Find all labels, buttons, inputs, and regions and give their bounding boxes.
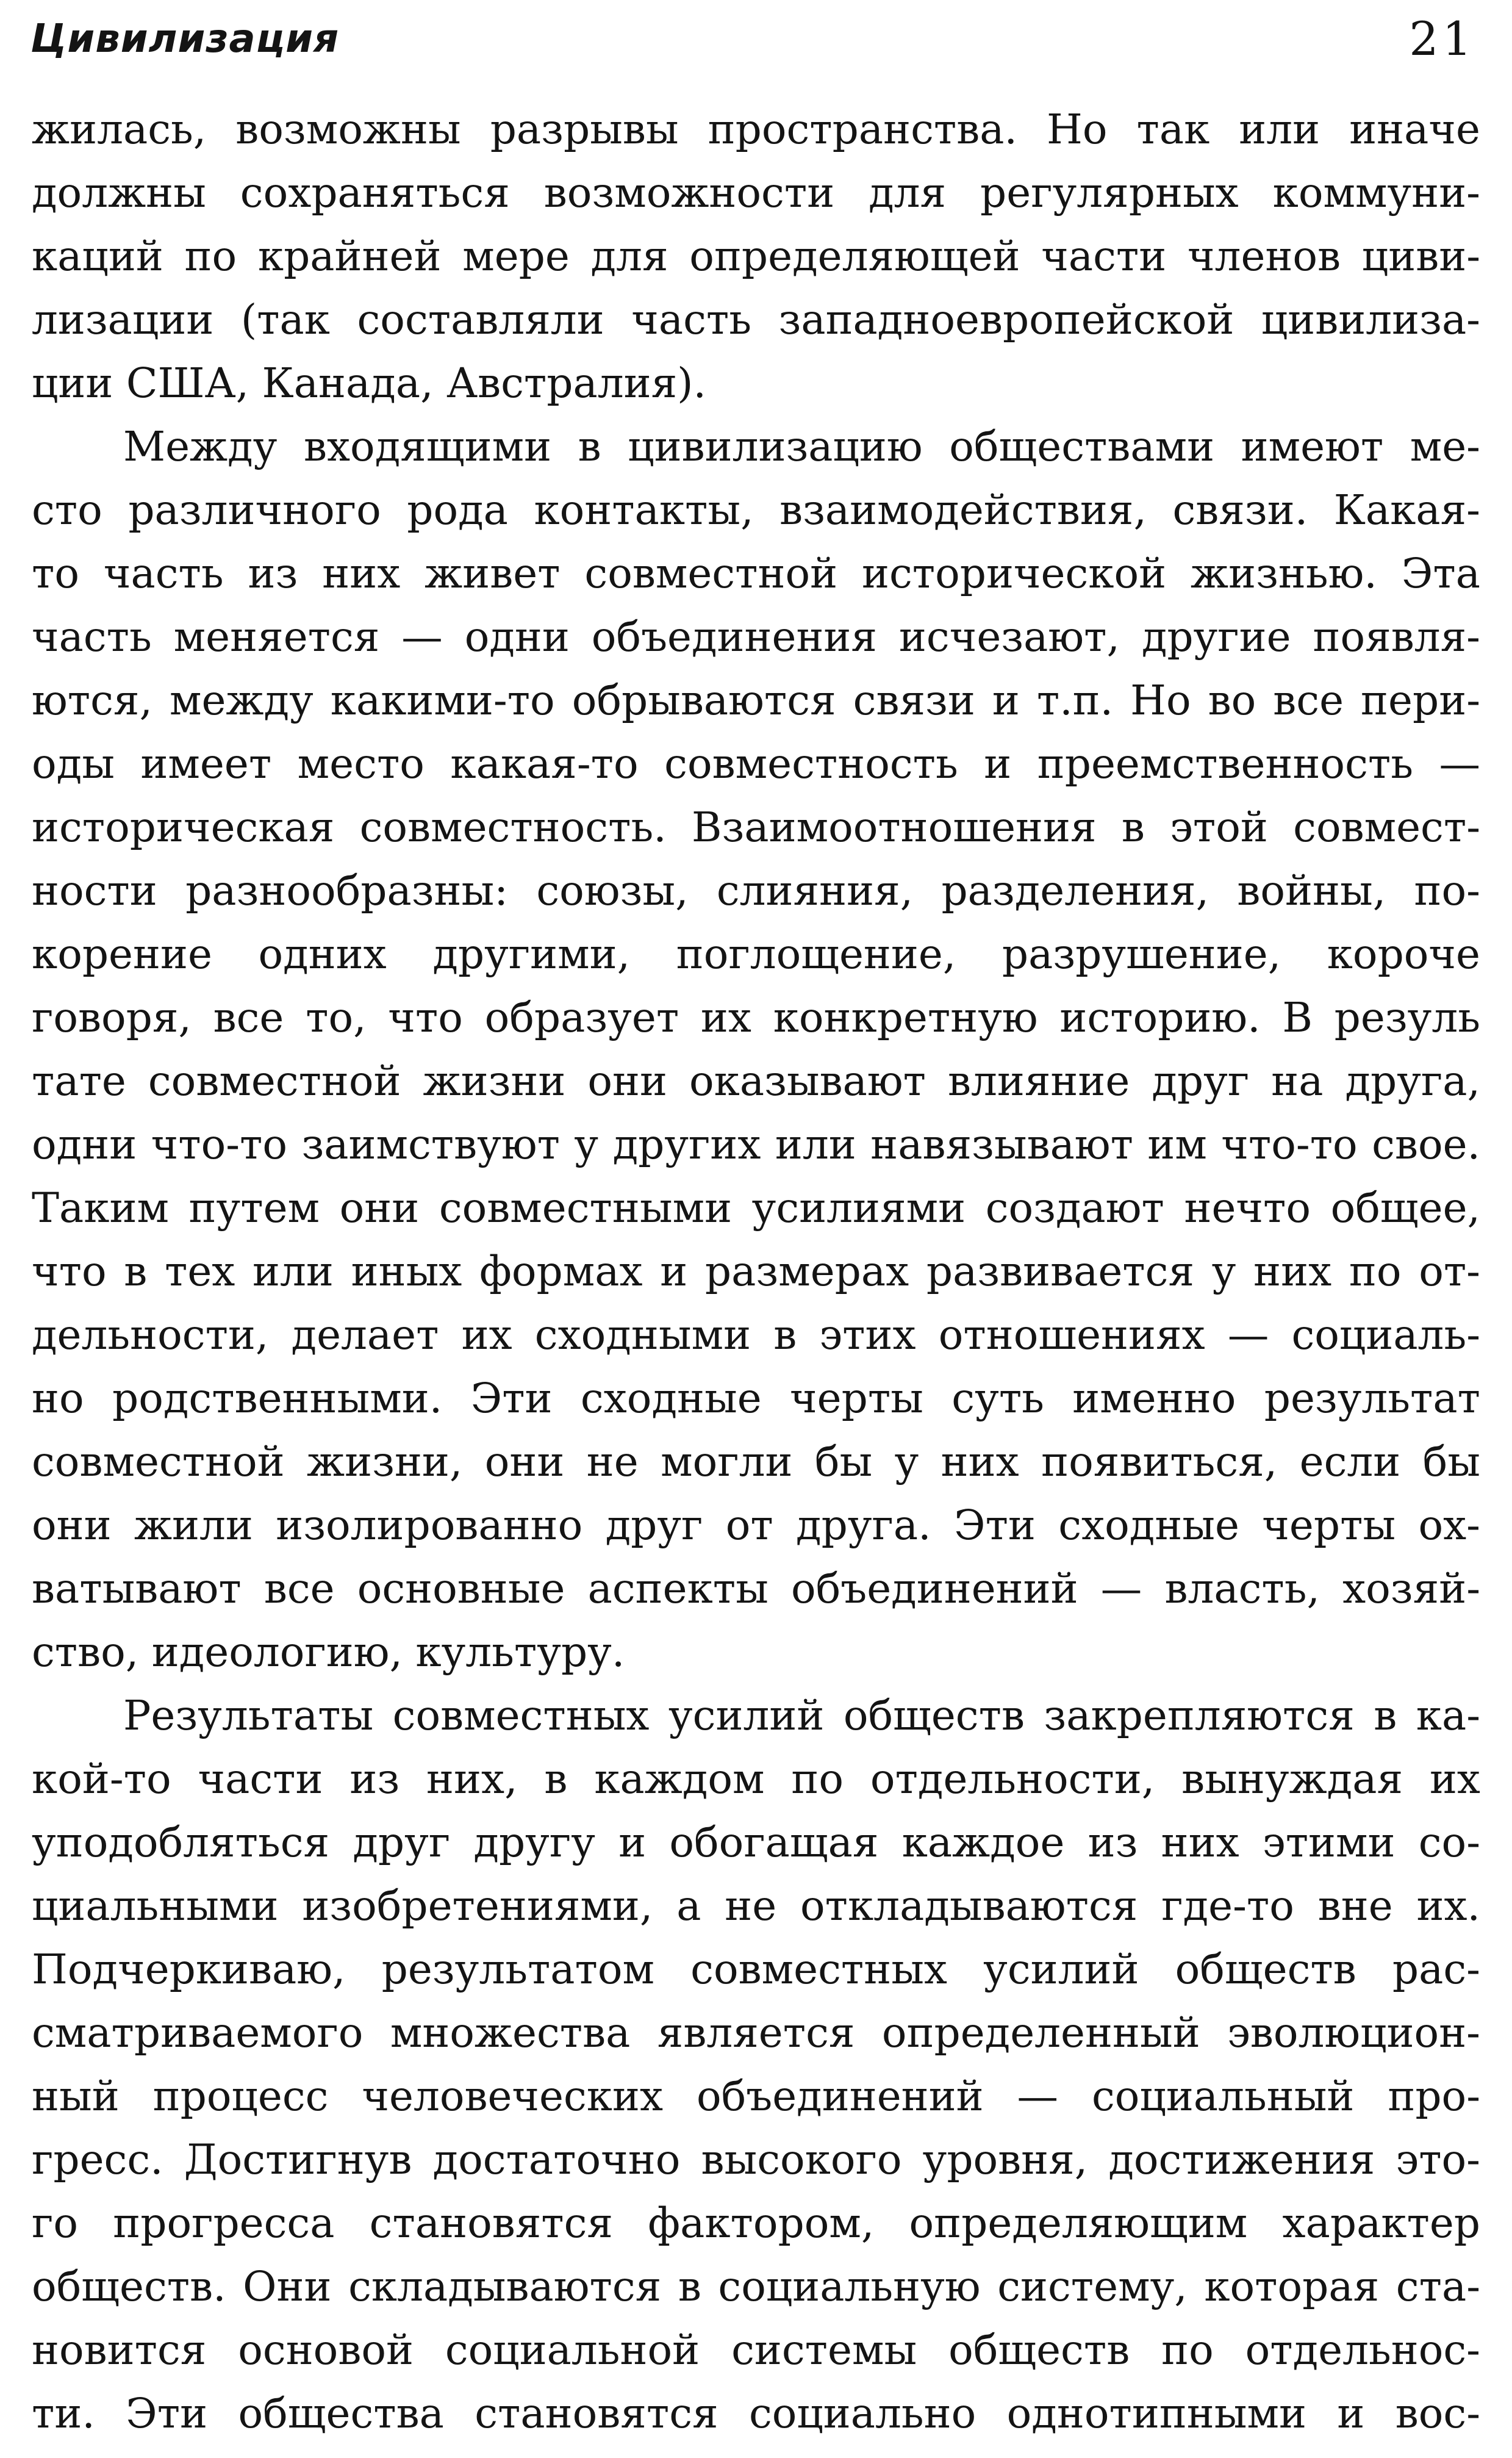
section-title: Цивилизация [30,16,340,62]
text-line: совместной жизни, они не могли бы у них появиться, если бы [32,1437,1480,1486]
page-number: 21 [1409,12,1475,66]
text-line: жилась, возможны разрывы пространства. Но так или иначе [32,105,1480,153]
text-line: тате совместной жизни они оказывают влияние друг на друга, [32,1057,1480,1105]
text-line: новится основой социальной системы обществ по отдельнос- [32,2326,1480,2374]
text-body [32,98,1480,2445]
text-line: оды имеет место какая-то совместность и преемственность — [32,739,1480,788]
text-line: что в тех или иных формах и размерах развивается у них по от- [32,1247,1480,1295]
text-line: ции США, Канада, Австралия). [32,359,706,407]
paragraph-3 [32,1684,1480,2445]
text-line: корение одних другими, поглощение, разрушение, короче [32,930,1480,978]
text-line: одни что-то заимствуют у других или навязывают им что-то свое. [32,1120,1480,1168]
running-head [30,9,1475,76]
text-line: Таким путем они совместными усилиями создают нечто общее, [32,1184,1480,1232]
paragraph-2 [32,415,1480,1684]
text-line: ются, между какими-то обрываются связи и т.п. Но во все пери- [32,676,1480,724]
text-line: каций по крайней мере для определяющей части членов циви- [32,232,1480,280]
text-line: кой-то части из них, в каждом по отдельности, вынуждая их [32,1755,1480,1803]
text-line: го прогресса становятся фактором, определяющим характер [32,2199,1480,2247]
text-line: часть меняется — одни объединения исчезают, другие появля- [32,613,1480,661]
text-line: ство, идеологию, культуру. [32,1628,625,1676]
text-line: историческая совместность. Взаимоотношения в этой совмест- [32,803,1480,851]
text-line: но родственными. Эти сходные черты суть именно результат [32,1374,1480,1422]
paragraph-1 [32,98,1480,415]
text-line: ности разнообразны: союзы, слияния, разделения, войны, по- [32,866,1480,915]
text-line: ный процесс человеческих объединений — социальный про- [32,2072,1480,2120]
text-line: то часть из них живет совместной исторической жизнью. Эта [32,549,1480,597]
text-line: они жили изолированно друг от друга. Эти сходные черты ох- [32,1501,1480,1549]
text-line: говоря, все то, что образует их конкретную историю. В резуль [32,993,1480,1041]
text-line: ватывают все основные аспекты объединений — власть, хозяй- [32,1564,1480,1612]
text-line: обществ. Они складываются в социальную систему, которая ста- [32,2262,1480,2310]
text-line: дельности, делает их сходными в этих отношениях — социаль- [32,1310,1480,1359]
text-line: уподобляться друг другу и обогащая каждое из них этими со- [32,1818,1480,1866]
text-line: Подчеркиваю, результатом совместных усилий обществ рас- [32,1945,1480,1993]
text-line: ти. Эти общества становятся социально однотипными и вос- [32,2389,1480,2437]
text-line: сто различного рода контакты, взаимодействия, связи. Какая- [32,486,1480,534]
text-line: лизации (так составляли часть западноевропейской цивилиза- [32,295,1480,343]
text-line: должны сохраняться возможности для регулярных коммуни- [32,168,1480,217]
text-line: гресс. Достигнув достаточно высокого уровня, достижения это- [32,2135,1480,2183]
text-line: сматриваемого множества является определенный эволюцион- [32,2008,1480,2057]
text-line: циальными изобретениями, а не откладываются где-то вне их. [32,1881,1480,1930]
text-line: Результаты совместных усилий обществ закрепляются в ка- [123,1691,1480,1739]
text-line: Между входящими в цивилизацию обществами имеют ме- [123,422,1480,470]
